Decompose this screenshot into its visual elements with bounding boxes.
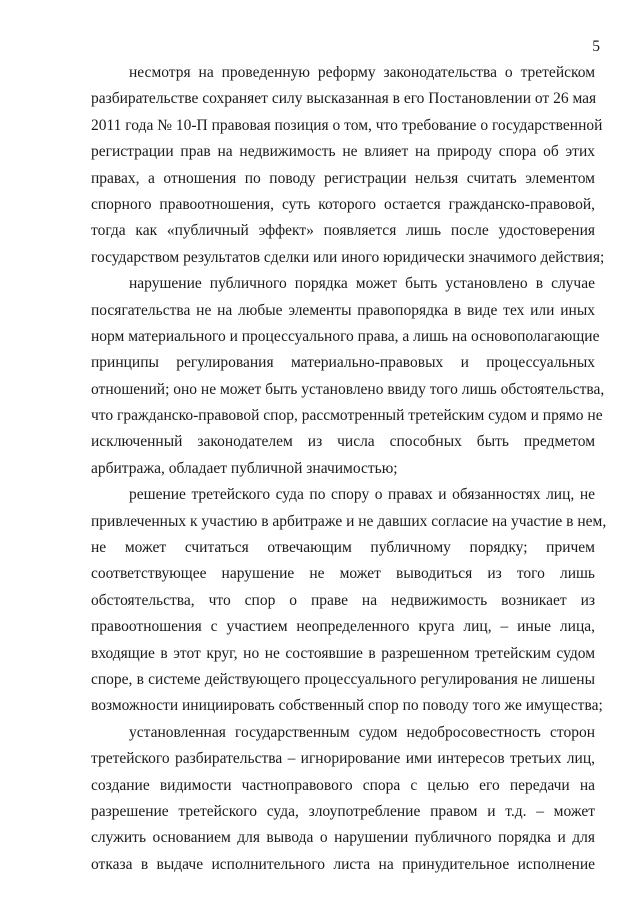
body-text: [91, 60, 607, 878]
text-line: служить основанием для вывода о нарушении публичного порядка и для: [91, 829, 595, 847]
text-line: государством результатов сделки или иного юридически значимого действия;: [91, 248, 605, 266]
text-line: принципы регулирования материально-правовых и процессуальных: [91, 354, 595, 372]
text-line: правах, а отношения по поводу регистрации нельзя считать элементом: [91, 169, 595, 187]
paragraph: [91, 271, 605, 482]
page-number: 5: [592, 38, 600, 55]
text-line: 2011 года № 10-П правовая позиция о том, что требование о государственной: [91, 116, 603, 134]
text-line: регистрации прав на недвижимость не влияет на природу спора об этих: [91, 143, 595, 161]
text-line: третейского разбирательства – игнорирование ими интересов третьих лиц,: [91, 750, 595, 768]
text-line: спорного правоотношения, суть которого остается гражданско-правовой,: [91, 195, 595, 213]
text-line: посягательства не на любые элементы правопорядка в виде тех или иных: [91, 301, 595, 319]
text-line: норм материального и процессуального права, а лишь на основополагающие: [91, 327, 600, 345]
text-line: что гражданско-правовой спор, рассмотренный третейским судом и прямо не: [91, 407, 603, 425]
paragraph: [91, 60, 605, 271]
text-line: создание видимости частноправового спора с целью его передачи на: [91, 776, 595, 794]
text-line: возможности инициировать собственный спор по поводу того же имущества;: [91, 697, 603, 715]
text-line: исключенный законодателем из числа способных быть предметом: [91, 433, 595, 451]
text-line: несмотря на проведенную реформу законодательства о третейском: [129, 64, 595, 81]
text-line: привлеченных к участию в арбитраже и не давших согласие на участие в нем,: [91, 512, 607, 530]
text-line: тогда как «публичный эффект» появляется лишь после удостоверения: [91, 222, 595, 240]
text-line: обстоятельства, что спор о праве на недвижимость возникает из: [91, 591, 595, 609]
text-line: нарушение публичного порядка может быть установлено в случае: [129, 275, 595, 293]
text-line: не может считаться отвечающим публичному порядку; причем: [91, 539, 595, 557]
paragraph: [91, 482, 607, 720]
text-line: отношений; оно не может быть установлено ввиду того лишь обстоятельства,: [91, 380, 605, 398]
text-line: правоотношения с участием неопределенного круга лиц, – иные лица,: [91, 618, 595, 636]
paragraph: [91, 720, 595, 878]
text-line: решение третейского суда по спору о правах и обязанностях лиц, не: [129, 486, 595, 504]
text-line: арбитража, обладает публичной значимостью;: [91, 459, 398, 477]
text-line: разрешение третейского суда, злоупотребление правом и т.д. – может: [91, 802, 595, 820]
text-line: соответствующее нарушение не может выводиться из того лишь: [91, 565, 595, 583]
text-line: входящие в этот круг, но не состоявшие в разрешенном третейским судом: [91, 644, 595, 662]
text-line: отказа в выдаче исполнительного листа на принудительное исполнение: [91, 855, 595, 873]
text-line: установленная государственным судом недобросовестность сторон: [129, 723, 595, 741]
text-line: споре, в системе действующего процессуального регулирования не лишены: [91, 670, 595, 688]
text-line: разбирательстве сохраняет силу высказанная в его Постановлении от 26 мая: [91, 90, 597, 108]
